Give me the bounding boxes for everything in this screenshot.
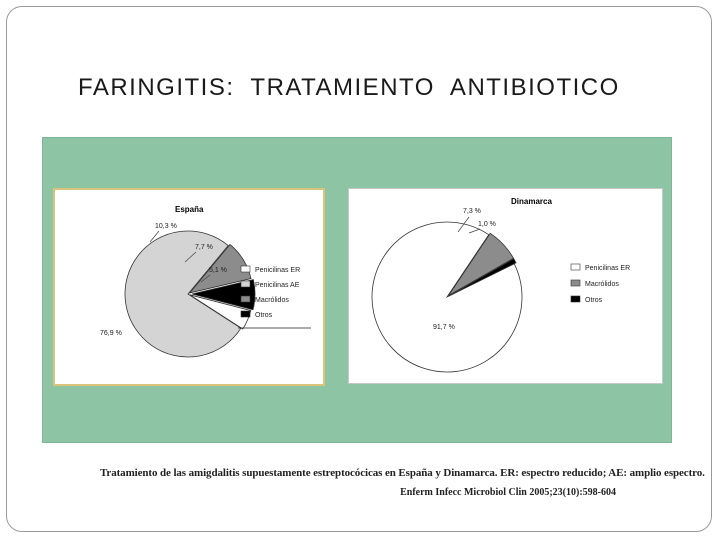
- legend-label-otros: Otros: [585, 297, 603, 304]
- legend-swatch-macrolidos: [241, 296, 250, 302]
- legend-swatch-macrolidos: [571, 280, 580, 286]
- figure-caption: Tratamiento de las amigdalitis supuestamente estreptocócicas en España y Dinamarca. ER: espectro reducido; AE: amplio espectro.: [100, 467, 705, 479]
- data-label-otros: 7,7 %: [195, 244, 213, 251]
- legend-swatch-penicilinas-er: [571, 264, 580, 270]
- legend-swatch-penicilinas-ae: [241, 281, 250, 287]
- chart-title: España: [175, 205, 204, 214]
- chart-denmark: [348, 188, 663, 384]
- chart-spain: [53, 188, 325, 386]
- data-label-penicilinas-er: 5,1 %: [209, 267, 227, 274]
- legend-swatch-otros: [571, 296, 580, 302]
- legend-label-penicilinas-er: Penicilinas ER: [585, 265, 631, 272]
- legend-label-otros: Otros: [255, 312, 273, 319]
- figure-reference: Enferm Infecc Microbiol Clin 2005;23(10):598-604: [400, 487, 616, 498]
- chart-denmark-svg: [349, 189, 662, 383]
- chart-title: Dinamarca: [511, 197, 552, 206]
- legend-label-penicilinas-ae: Penicilinas AE: [255, 282, 300, 289]
- data-label-macrolidos: 7,3 %: [463, 208, 481, 215]
- data-label-macrolidos: 10,3 %: [155, 223, 177, 230]
- data-label-penicilinas-ae: 76,9 %: [100, 330, 122, 337]
- legend-label-macrolidos: Macrólidos: [585, 281, 619, 288]
- data-label-otros: 1,0 %: [478, 221, 496, 228]
- legend-swatch-otros: [241, 311, 250, 317]
- chart-spain-svg: [55, 190, 323, 384]
- legend-label-macrolidos: Macrólidos: [255, 297, 289, 304]
- legend-swatch-penicilinas-er: [241, 266, 250, 272]
- data-label-penicilinas-er: 91,7 %: [433, 324, 455, 331]
- legend-label-penicilinas-er: Penicilinas ER: [255, 267, 301, 274]
- slide-title: FARINGITIS: TRATAMIENTO ANTIBIOTICO: [78, 74, 620, 101]
